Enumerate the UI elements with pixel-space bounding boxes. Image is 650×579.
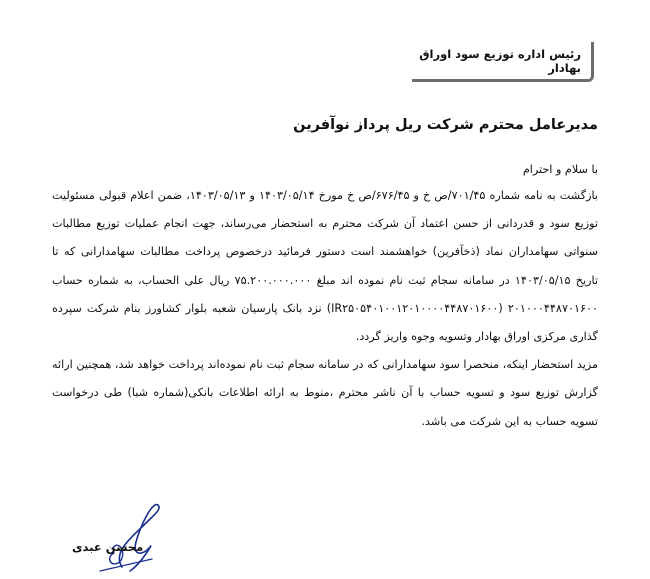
letter-body xyxy=(52,160,598,436)
paragraph-2: مزید استحضار اینکه، منحصرا سود سهامدارانی که در سامانه سجام ثبت نام نموده‌اند پرداخت خواهد شد، همچنین ارائه گزارش توزیع سود و تسویه حساب با آن ناشر محترم ،منوط به ارائه اطلاعات بانکی(شماره شبا) طی درخواست تسویه حساب به این شرکت می باشد. xyxy=(52,358,598,428)
greeting: با سلام و احترام xyxy=(522,163,598,176)
addressee: مدیرعامل محترم شرکت ریل پرداز نوآفرین xyxy=(293,117,598,133)
paragraph-1: بازگشت به نامه شماره ۷۰۱/۴۵/ص خ و ۶۷۶/۴۵/ص خ مورخ ۱۴۰۳/۰۵/۱۴ و ۱۴۰۳/۰۵/۱۳، ضمن اعلام قبولی مسئولیت توزیع سود و قدردانی از حسن اعتماد آن شرکت محترم به استحضار می‌رساند، جهت انجام عملیات توزیع مطالبات سنواتی سهامداران نماد (ذخآفرین) خواهشمند است دستور فرمائید درخصوص پرداخت مطالبات سهامدارانی که تا تاریخ ۱۴۰۳/۰۵/۱۵ در سامانه سجام ثبت نام نموده اند مبلغ ۷۵.۲۰۰.۰۰۰.۰۰۰ ریال علی الحساب، به شماره حساب ۲۰۱۰۰۰۴۴۸۷۰۱۶۰۰ (IR۲۵۰۵۴۰۱۰۰۱۲۰۱۰۰۰۰۴۴۸۷۰۱۶۰۰) نزد بانک پارسیان شعبه بلوار کشاورز بنام شرکت سپرده گذاری مرکزی اوراق بهادار وتسویه وجوه واریز گردد. xyxy=(52,189,598,344)
handwritten-signature xyxy=(92,497,172,577)
sender-title: رئیس اداره توزیع سود اوراق بهادار xyxy=(419,46,581,75)
signer-name: محسن عبدی xyxy=(72,540,144,554)
sender-title-box xyxy=(412,42,594,82)
